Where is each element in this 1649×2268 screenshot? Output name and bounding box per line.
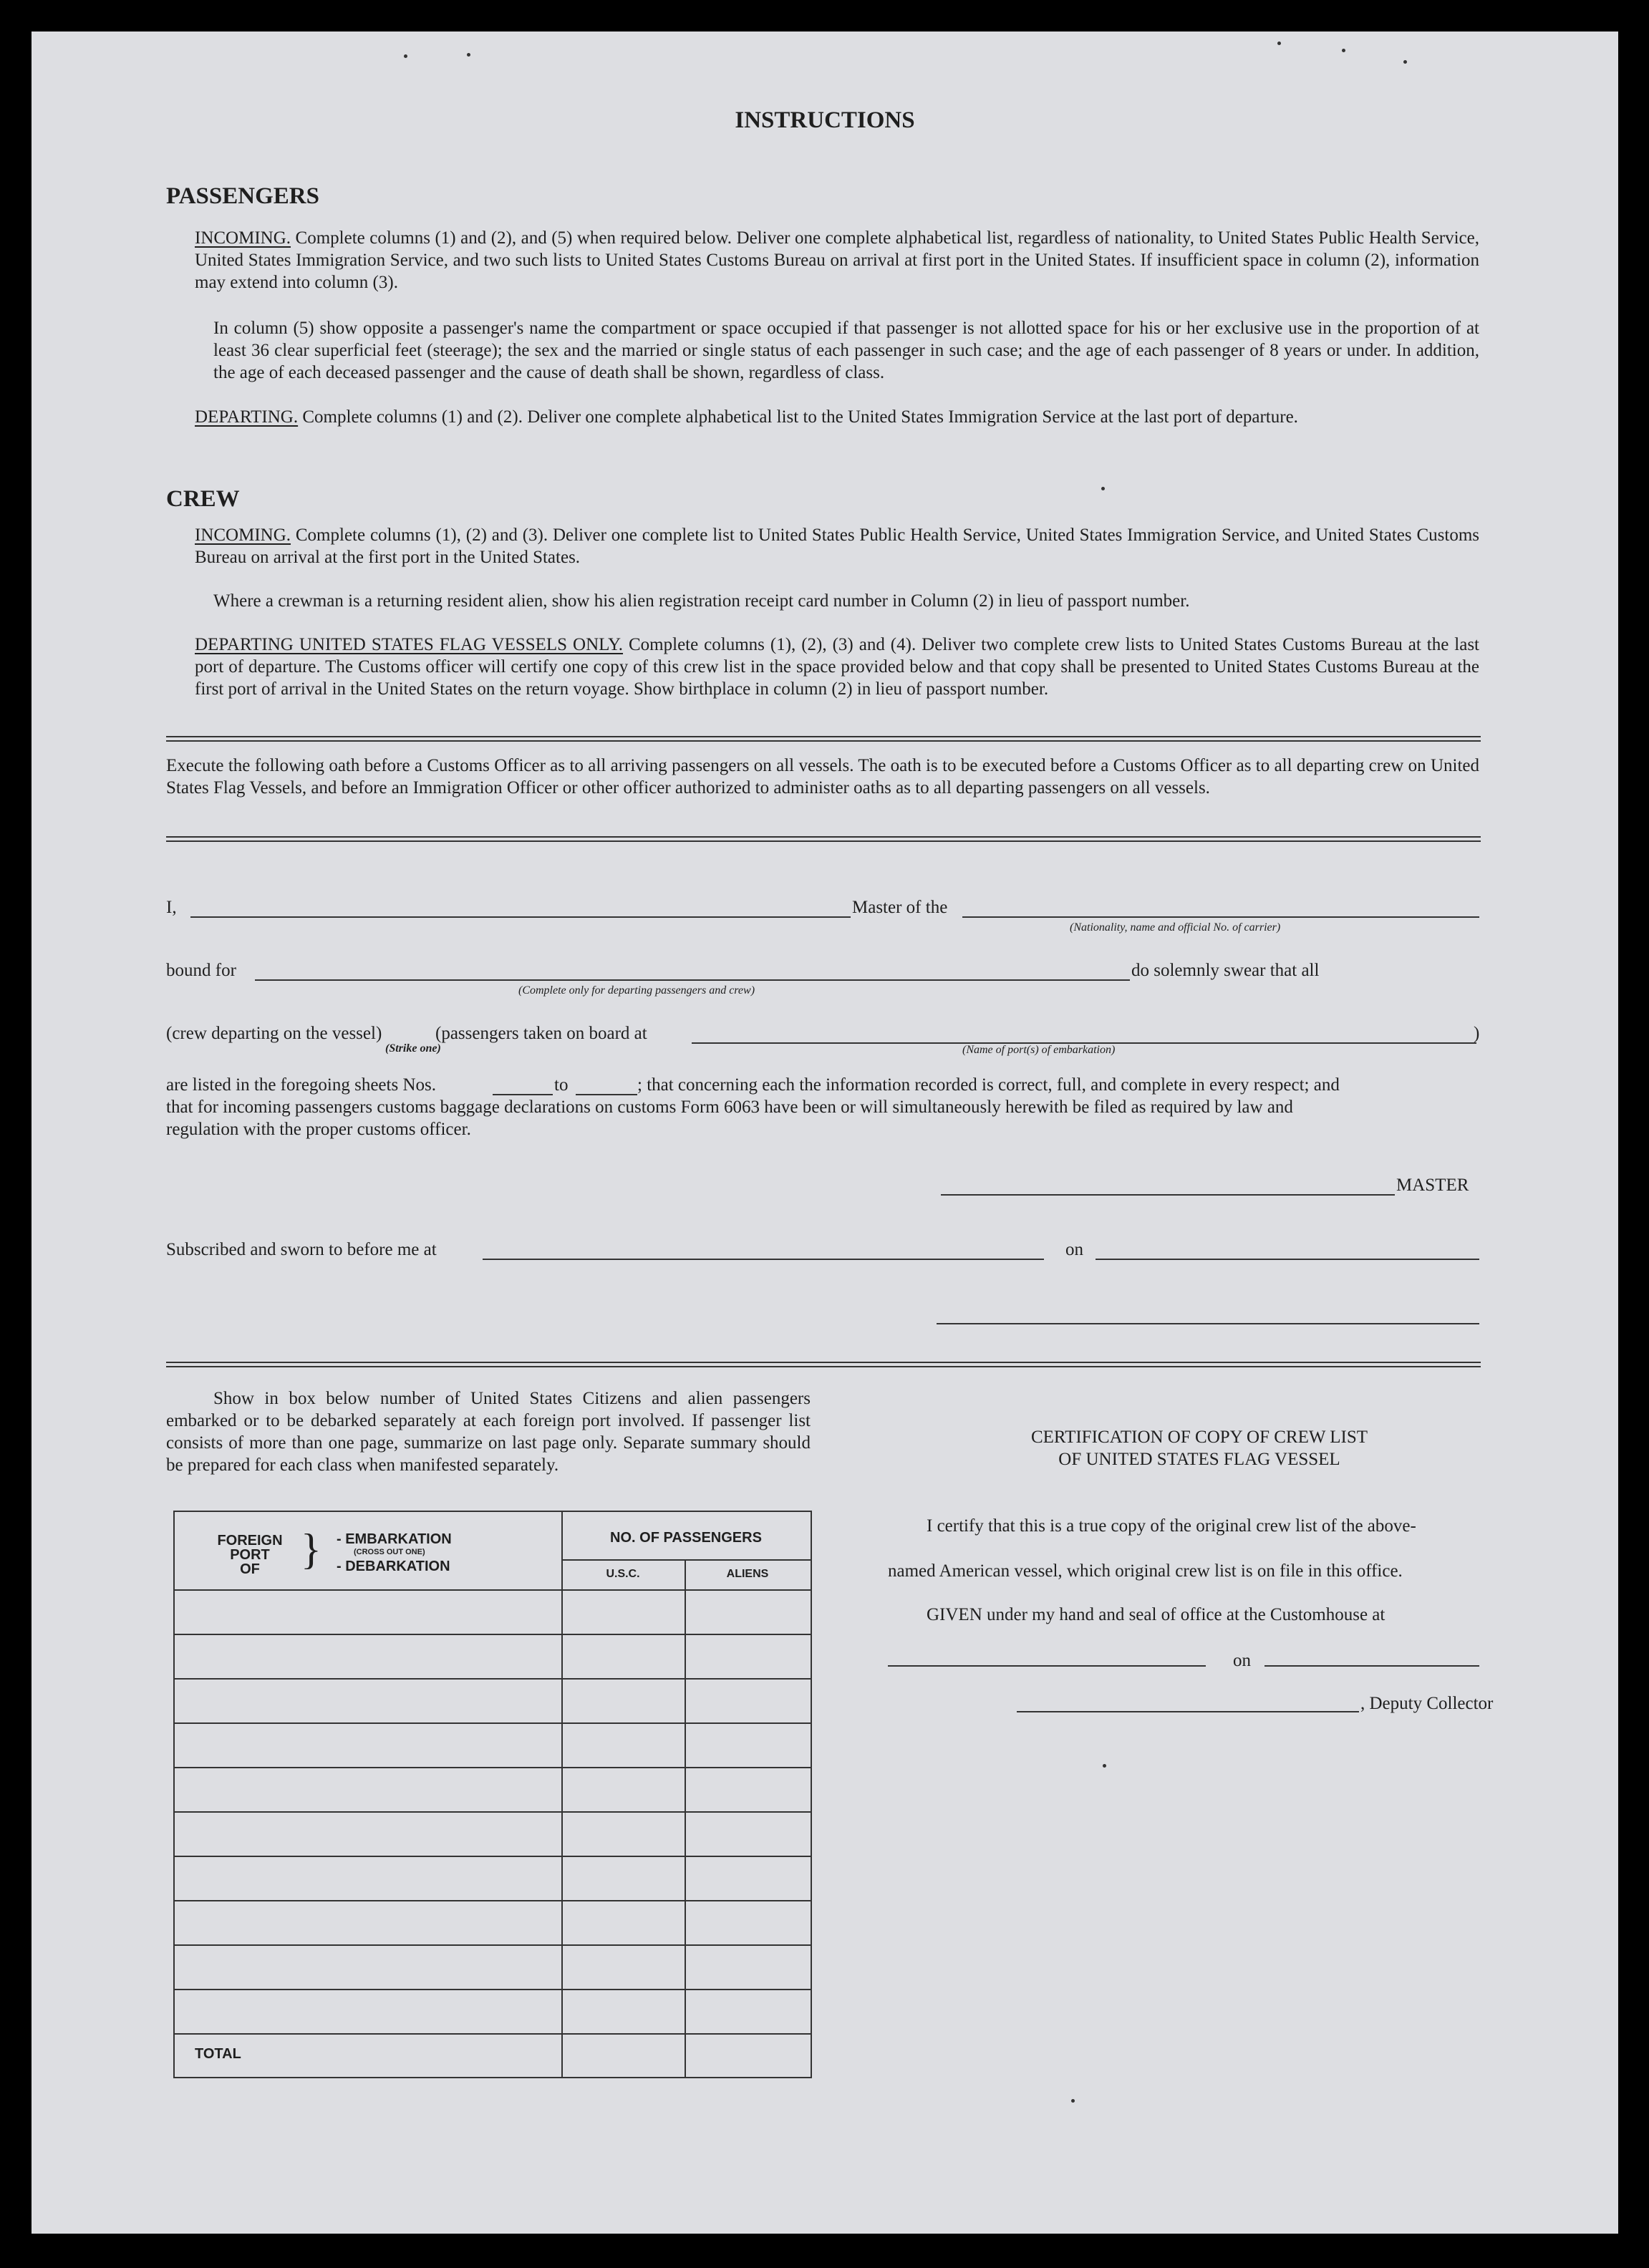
crew-departing-paragraph (195, 634, 1479, 700)
passengers-column5-paragraph: In column (5) show opposite a passenger's name the compartment or space occupied if that passenger is not allotted space for his or her exclusive use in the proportion of at least 36 clear superficial feet (steerage); the sex and the married or single status of each passenger in such case; and the age of each passenger of 8 years or under. In addition, the age of each deceased passenger and the cause of death shall be shown, regardless of class. (213, 319, 1479, 382)
sheet-to-field[interactable] (576, 1094, 637, 1095)
table-header-divider (561, 1559, 811, 1561)
crew-departing-text: Complete columns (1), (2), (3) and (4). Deliver two complete crew lists to United States Customs Bureau at the last port of departure. The Customs officer will certify one copy of this crew list in the space provided below and that copy shall be presented to United States Customs Bureau at the first port of arrival in the United States on the return voyage. Show birthplace in column (2) in lieu of passport number. (195, 635, 1479, 699)
passengers-taken-option[interactable]: (passengers taken on board at (435, 1024, 647, 1043)
oath-instruction-paragraph: Execute the following oath before a Customs Officer as to all arriving passengers on all vessels. The oath is to be executed before a Customs Officer as to all departing crew on United States Flag Vessels, and before an Immigration Officer or other officer authorized to administer oaths as to all departing passengers on all vessels. (166, 756, 1479, 798)
brace-glyph: } (301, 1526, 321, 1573)
col-aliens: ALIENS (726, 1568, 769, 1580)
passengers-incoming-text: Complete columns (1) and (2), and (5) when required below. Deliver one complete alphabetical list, regardless of nationality, to United States Public Health Service, United States Immigration Service, and two such lists to United States Customs Bureau on arrival at first port in the United States. If insufficient space in column (2), information may extend into column (3). (195, 228, 1479, 292)
passengers-incoming-paragraph (195, 227, 1479, 294)
total-label: TOTAL (195, 2046, 241, 2062)
table-column-divider (685, 1559, 686, 2077)
certification-date-field[interactable] (1264, 1665, 1479, 1667)
bound-for-note: (Complete only for departing passengers and crew) (518, 984, 755, 997)
table-column-divider (561, 1512, 563, 2077)
crew-departing-lead: DEPARTING UNITED STATES FLAG VESSELS ONLY. (195, 635, 624, 654)
scan-speck (467, 53, 470, 57)
officer-signature-field[interactable] (937, 1323, 1479, 1324)
embarkation-option[interactable]: - EMBARKATION (337, 1531, 452, 1547)
scan-speck (1342, 49, 1345, 52)
divider-rule (166, 836, 1481, 842)
crew-resident-paragraph: Where a crewman is a returning resident alien, show his alien registration receipt card number in Column (2) in lieu of passport number. (213, 591, 1190, 611)
master-label: MASTER (1396, 1176, 1469, 1195)
table-row (175, 1634, 811, 1635)
sheet-from-field[interactable] (493, 1094, 553, 1095)
embarkation-port-note: (Name of port(s) of embarkation) (962, 1044, 1116, 1056)
passenger-summary-table (173, 1511, 812, 2078)
certification-body-line1: I certify that this is a true copy of the original crew list of the above- (927, 1516, 1416, 1536)
certification-body-line2: named American vessel, which original crew list is on file in this office. (888, 1561, 1403, 1581)
oath-i-label: I, (166, 898, 177, 917)
crew-heading: CREW (166, 486, 240, 512)
scan-speck (1101, 487, 1105, 490)
table-row (175, 1589, 811, 1591)
sworn-date-field[interactable] (1096, 1259, 1479, 1260)
master-name-field[interactable] (190, 916, 851, 918)
passengers-departing-paragraph (195, 406, 1479, 428)
to-label: to (554, 1075, 569, 1095)
strike-one-note: (Strike one) (385, 1042, 441, 1055)
scan-speck (1071, 2099, 1075, 2103)
table-row (175, 1722, 811, 1724)
passengers-departing-lead: DEPARTING. (195, 407, 299, 427)
passengers-incoming-lead: INCOMING. (195, 228, 291, 248)
listed-rest-line2: that for incoming passengers customs baggage declarations on customs Form 6063 have been or will simultaneously herewith be filed as required by law and (166, 1097, 1293, 1117)
certification-given-line: GIVEN under my hand and seal of office at the Customhouse at (927, 1605, 1386, 1624)
col-usc: U.S.C. (606, 1568, 640, 1580)
summary-instructions: Show in box below number of United States Citizens and alien passengers embarked or to be debarked separately at each foreign port involved. If passenger list consists of more than one page, summarize on last page only. Separate summary should be prepared for each class when manifested separately. (166, 1389, 811, 1475)
table-row (175, 2033, 811, 2035)
carrier-note: (Nationality, name and official No. of carrier) (1070, 921, 1281, 934)
bound-for-field[interactable] (255, 979, 1130, 981)
certification-title-line1: CERTIFICATION OF COPY OF CREW LIST (1030, 1428, 1368, 1447)
table-row (175, 1944, 811, 1946)
table-row (175, 1989, 811, 1990)
swear-label: do solemnly swear that all (1131, 961, 1320, 980)
master-of-label: Master of the (852, 898, 948, 917)
scan-speck (1403, 60, 1407, 64)
table-row (175, 1811, 811, 1813)
customhouse-field[interactable] (888, 1665, 1206, 1667)
master-signature-field[interactable] (941, 1194, 1395, 1196)
crew-departing-option[interactable]: (crew departing on the vessel) (166, 1024, 382, 1043)
certification-on-label: on (1233, 1651, 1251, 1670)
crew-incoming-text: Complete columns (1), (2) and (3). Deliver one complete list to United States Public Health Service, United States Immigration Service, and United States Customs Bureau on arrival at the first port in the United States. (195, 525, 1479, 567)
listed-label: are listed in the foregoing sheets Nos. (166, 1075, 436, 1095)
table-row (175, 1856, 811, 1857)
carrier-field[interactable] (962, 916, 1479, 918)
crew-incoming-lead: INCOMING. (195, 525, 291, 545)
scan-speck (404, 54, 407, 58)
col-no-of-passengers: NO. OF PASSENGERS (610, 1530, 762, 1546)
divider-rule (166, 1362, 1481, 1367)
scan-speck (1277, 42, 1281, 45)
passengers-heading: PASSENGERS (166, 183, 319, 209)
scan-speck (1103, 1764, 1106, 1768)
listed-rest-line1: ; that concerning each the information recorded is correct, full, and complete in every respect; and (637, 1075, 1340, 1095)
close-paren: ) (1474, 1024, 1480, 1043)
col-foreign-port: FOREIGN PORT OF (217, 1533, 283, 1577)
divider-rule (166, 736, 1481, 742)
table-row (175, 1678, 811, 1680)
certification-title-line2: OF UNITED STATES FLAG VESSEL (1058, 1450, 1340, 1469)
bound-for-label: bound for (166, 961, 236, 980)
form-sheet (32, 32, 1618, 2234)
table-row (175, 1900, 811, 1901)
sworn-on-label: on (1065, 1240, 1083, 1259)
deputy-collector-label: , Deputy Collector (1360, 1694, 1494, 1713)
page-title: INSTRUCTIONS (735, 107, 915, 133)
crew-incoming-paragraph (195, 524, 1479, 568)
sworn-place-field[interactable] (483, 1259, 1044, 1260)
cross-out-note: (CROSS OUT ONE) (354, 1548, 425, 1556)
passengers-departing-text: Complete columns (1) and (2). Deliver one complete alphabetical list to the United States Immigration Service at the last port of departure. (298, 407, 1298, 427)
listed-rest-line3: regulation with the proper customs officer. (166, 1120, 471, 1139)
deputy-collector-signature-field[interactable] (1017, 1711, 1359, 1712)
table-row (175, 1767, 811, 1768)
subscribed-label: Subscribed and sworn to before me at (166, 1240, 437, 1259)
debarkation-option[interactable]: - DEBARKATION (337, 1559, 450, 1574)
